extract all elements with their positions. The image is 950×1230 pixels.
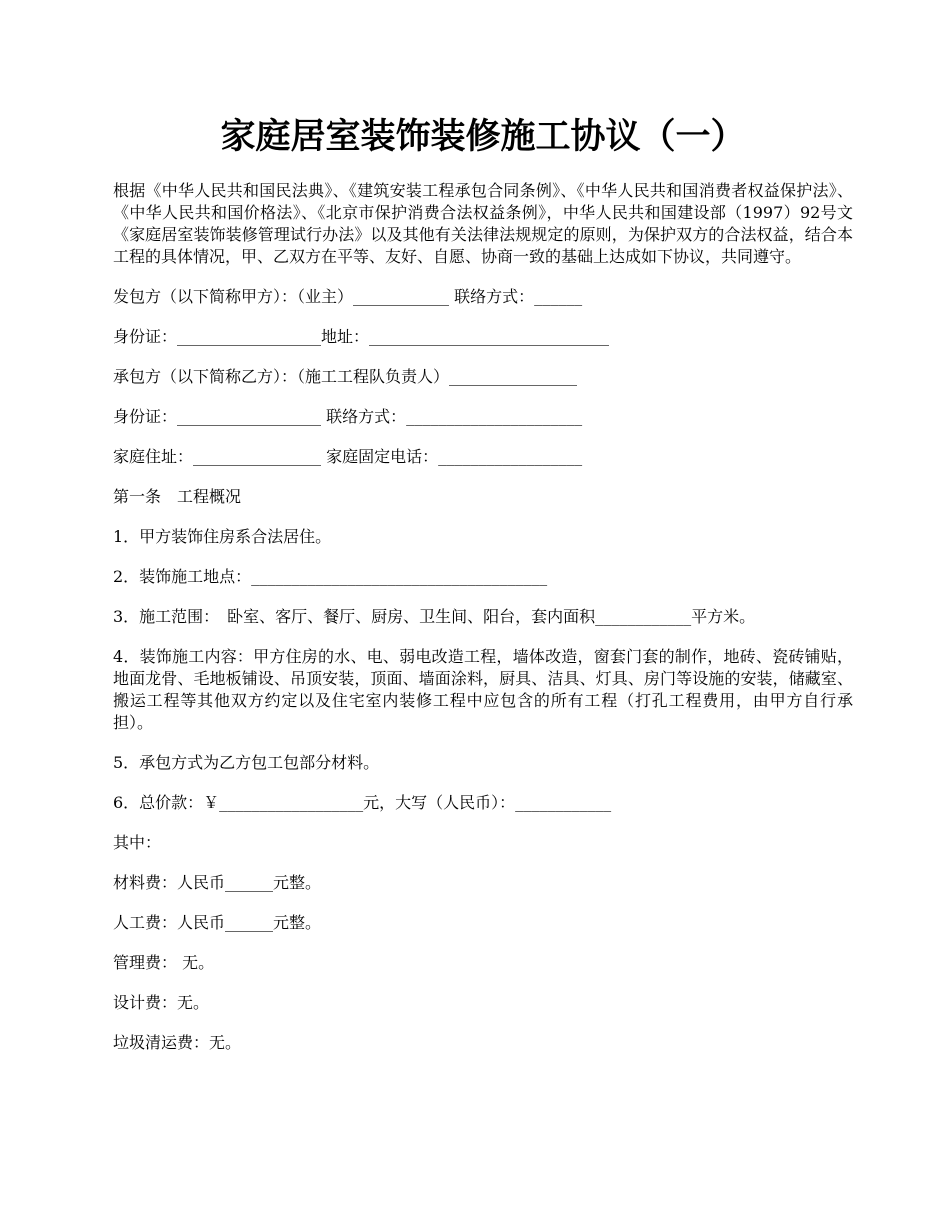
home-address-line: 家庭住址：________________ 家庭固定电话：__________________: [113, 447, 583, 466]
labor-fee-line: 人工费：人民币______元整。: [113, 913, 322, 932]
item-6: 6．总价款：￥__________________元，大写（人民币）：____________: [113, 793, 612, 812]
material-fee-line: 材料费：人民币______元整。: [113, 873, 322, 892]
party-b-line: 承包方（以下简称乙方）：（施工工程队负责人）________________: [113, 367, 578, 386]
party-a-id-line: 身份证：__________________地址：______________________________: [113, 327, 610, 346]
article-1-heading: 第一条 工程概况: [113, 487, 242, 506]
party-a-line: 发包方（以下简称甲方）：（业主）____________ 联络方式：______: [113, 287, 583, 306]
design-fee-line: 设计费：无。: [113, 993, 210, 1012]
item-1: 1．甲方装饰住房系合法居住。: [113, 527, 332, 546]
item-3: 3．施工范围： 卧室、客厅、餐厅、厨房、卫生间、阳台，套内面积____________平方米。: [113, 607, 756, 626]
among-label: 其中：: [113, 833, 162, 852]
intro-paragraph: 根据《中华人民共和国民法典》、《建筑安装工程承包合同条例》、《中华人民共和国消费者权益保护法》、《中华人民共和国价格法》、《北京市保护消费合法权益条例》，中华人民共和国建设部（1997）92号文《家庭居室装饰装修管理试行办法》以及其他有关法律法规规定的原则，为保护双方的合法权益，结合本工程的具体情况，甲、乙双方在平等、友好、自愿、协商一致的基础上达成如下协议，共同遵守。: [113, 181, 853, 266]
document-title: 家庭居室装饰装修施工协议（一）: [220, 116, 746, 157]
party-b-id-line: 身份证：__________________ 联络方式：______________________: [113, 407, 583, 426]
item-4: 4．装饰施工内容：甲方住房的水、电、弱电改造工程，墙体改造，窗套门套的制作，地砖、瓷砖铺贴，地面龙骨、毛地板铺设、吊顶安装，顶面、墙面涂料，厨具、洁具、灯具、房门等设施的安装，储藏室、搬运工程等其他双方约定以及住宅室内装修工程中应包含的所有工程（打孔工程费用，由甲方自行承担）。: [113, 647, 853, 732]
garbage-fee-line: 垃圾清运费：无。: [113, 1033, 242, 1052]
document-body: [113, 180, 853, 1054]
item-5: 5．承包方式为乙方包工包部分材料。: [113, 753, 380, 772]
management-fee-line: 管理费： 无。: [113, 953, 215, 972]
item-2: 2．装饰施工地点：_____________________________________: [113, 567, 548, 586]
